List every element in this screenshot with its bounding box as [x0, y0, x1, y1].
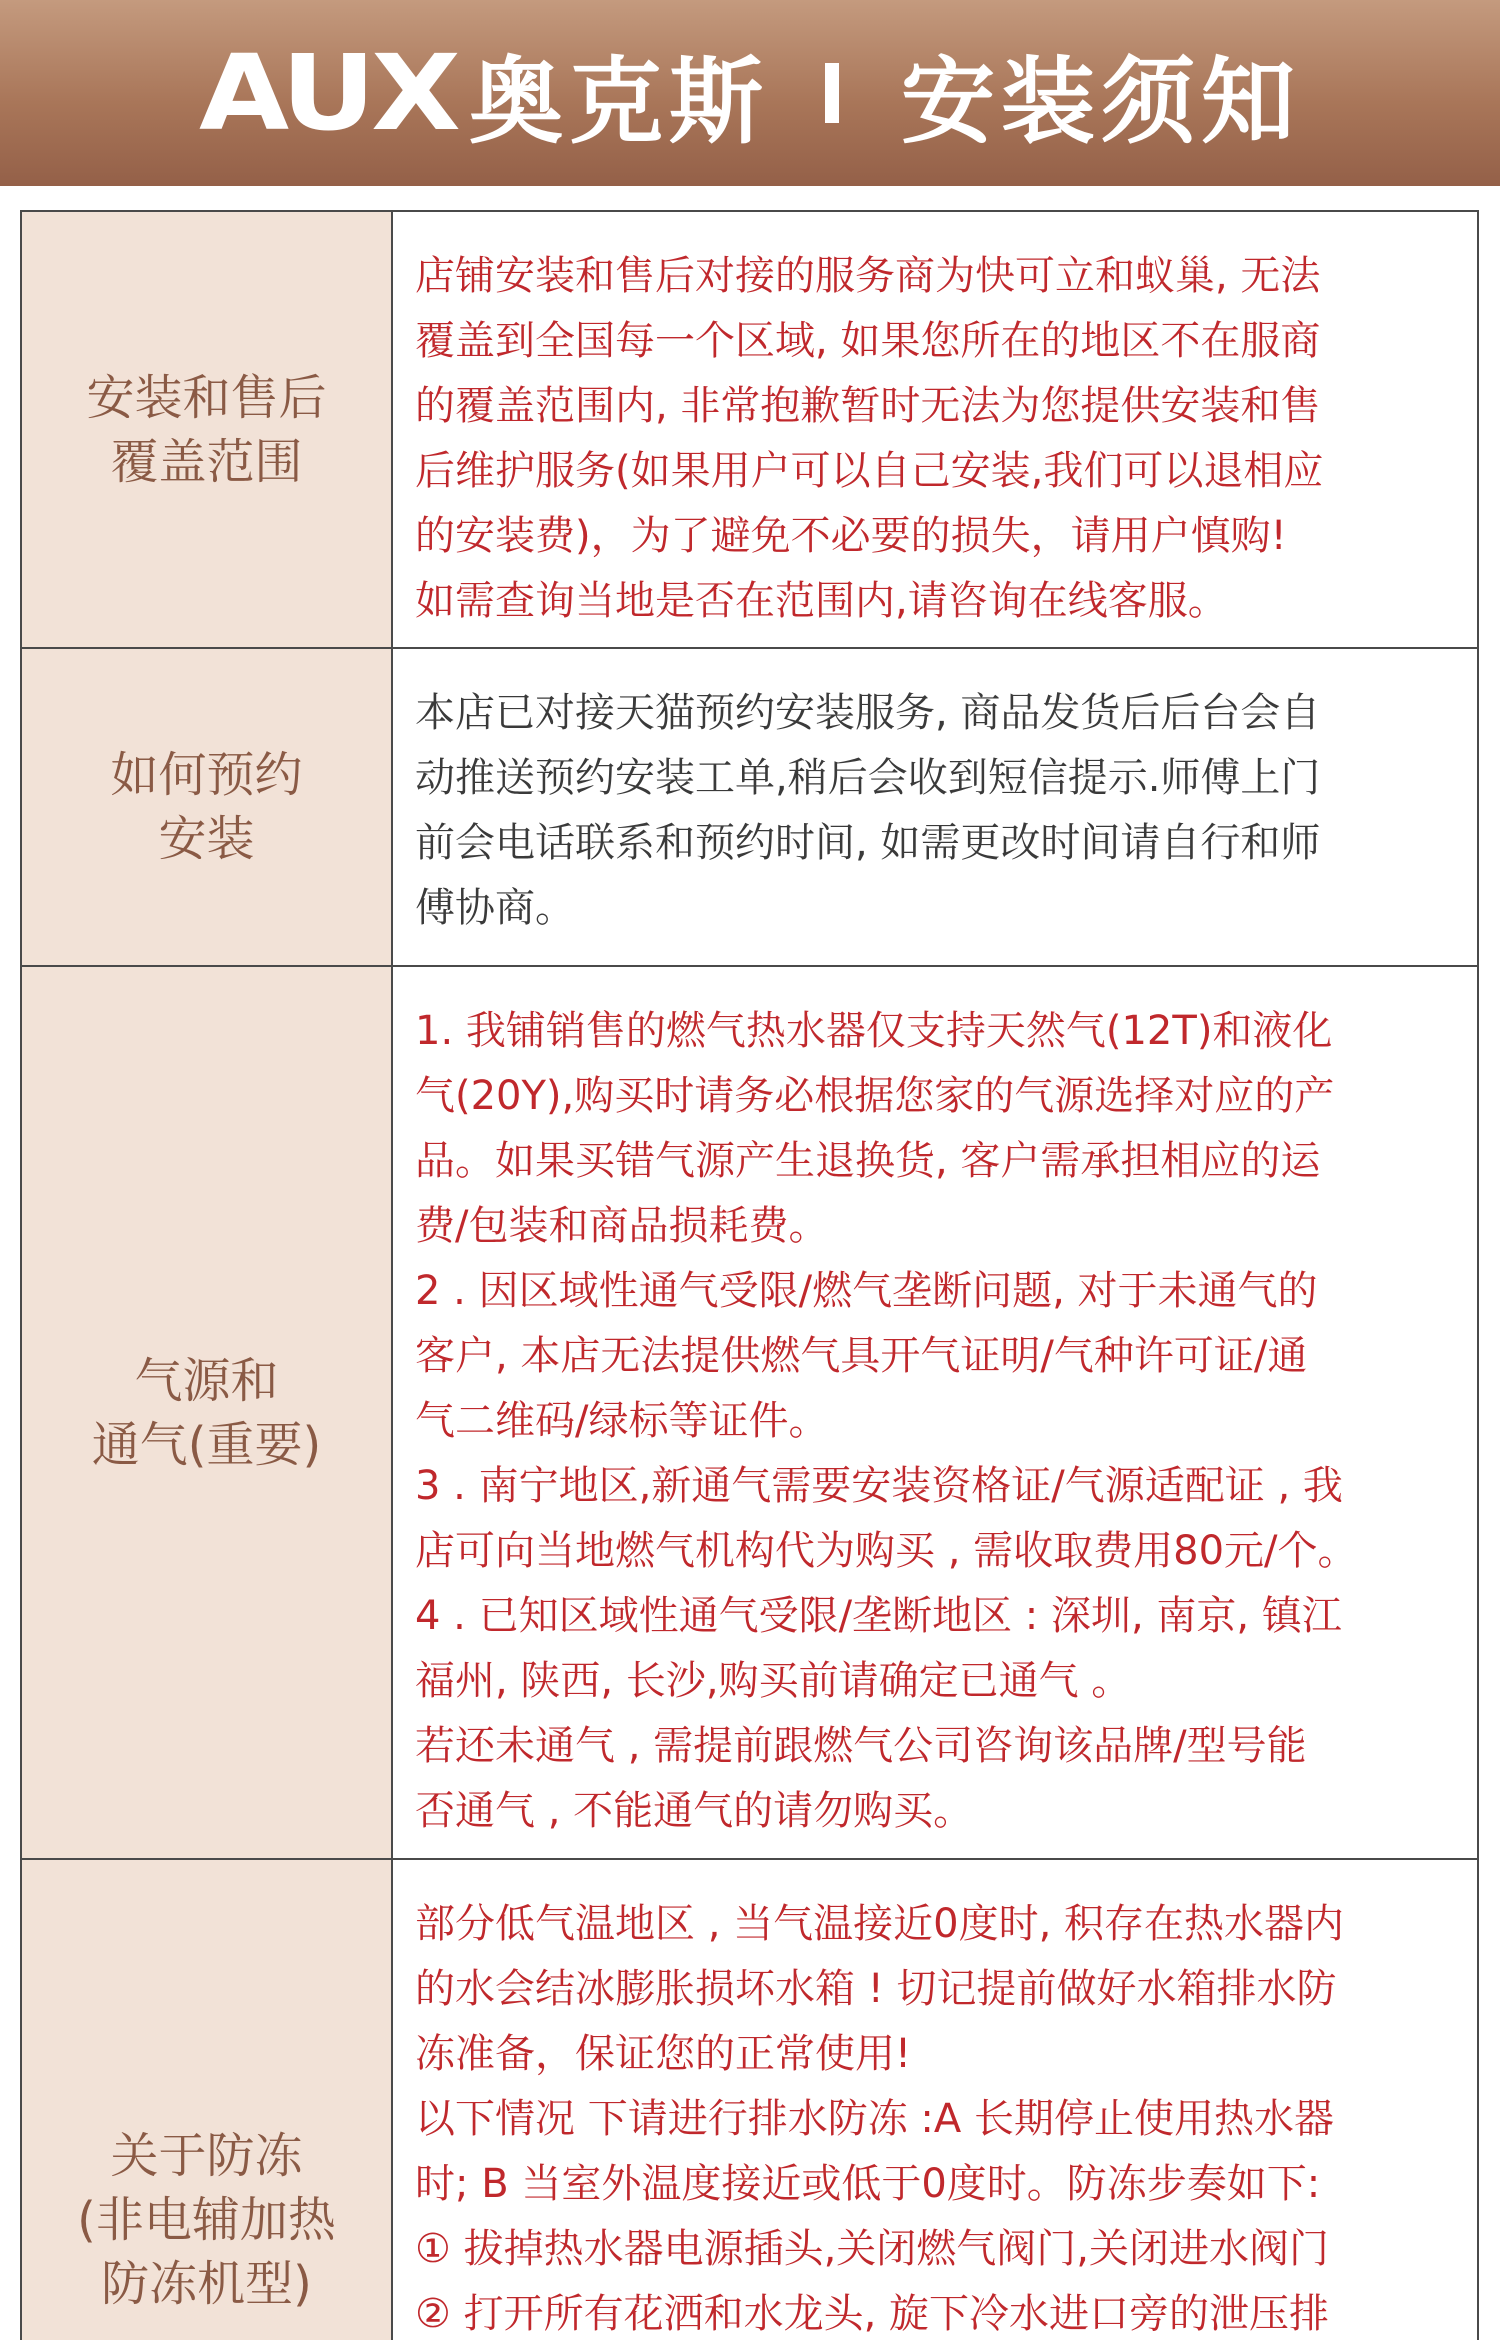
content-line: 的安装费)，为了避免不必要的损失，请用户慎购! [415, 513, 1287, 559]
content-line: 3 . 南宁地区,新通气需要安装资格证/气源适配证 , 我 [415, 1463, 1343, 1509]
notice-table [20, 210, 1479, 2340]
row-content [393, 1860, 1477, 2340]
row-content [393, 967, 1477, 1858]
content-line: 店可向当地燃气机构代为购买 , 需收取费用80元/个。 [415, 1528, 1358, 1574]
content-line: 气(20Y),购买时请务必根据您家的气源选择对应的产 [415, 1073, 1335, 1119]
row-label-line: (非电辅加热 [77, 2192, 336, 2248]
row-label [22, 212, 393, 647]
row-label-line: 覆盖范围 [110, 433, 303, 490]
row-content [393, 649, 1477, 965]
row-booking [22, 649, 1477, 967]
content-line: 店铺安装和售后对接的服务商为快可立和蚁巢, 无法 [415, 253, 1321, 299]
content-line: 覆盖到全国每一个区域, 如果您所在的地区不在服商 [415, 318, 1321, 364]
row-label [22, 967, 393, 1858]
row-label-line: 防冻机型) [101, 2256, 312, 2312]
row-label-line: 通气(重要) [91, 1416, 322, 1473]
content-line: 2 . 因区域性通气受限/燃气垄断问题, 对于未通气的 [415, 1268, 1318, 1314]
row-label-line: 气源和 [134, 1352, 279, 1409]
content-line: 冻准备，保证您的正常使用! [415, 2031, 912, 2077]
brand-logo: AUX [199, 32, 457, 154]
row-label-line: 如何预约 [110, 747, 303, 803]
row-label [22, 1860, 393, 2340]
row-label [22, 649, 393, 965]
content-line: 4 . 已知区域性通气受限/垄断地区 : 深圳, 南京, 镇江 [415, 1593, 1342, 1639]
content-line: ① 拔掉热水器电源插头,关闭燃气阀门,关闭进水阀门 [415, 2226, 1330, 2272]
content-line: 以下情况 下请进行排水防冻 :A 长期停止使用热水器 [415, 2096, 1334, 2142]
content-line: 时; B 当室外温度接近或低于0度时。防冻步奏如下: [415, 2161, 1321, 2207]
content-line: 气二维码/绿标等证件。 [415, 1398, 829, 1444]
content-line: 费/包装和商品损耗费。 [415, 1203, 829, 1249]
content-line: 的水会结冰膨胀损坏水箱 ! 切记提前做好水箱排水防 [415, 1966, 1337, 2012]
content-line: 部分低气温地区 , 当气温接近0度时, 积存在热水器内 [415, 1901, 1345, 1947]
content-line: 若还未通气 , 需提前跟燃气公司咨询该品牌/型号能 [415, 1723, 1307, 1769]
row-gas-source [22, 967, 1477, 1860]
content-line: 1. 我铺销售的燃气热水器仅支持天然气(12T)和液化 [415, 1008, 1333, 1054]
content-line: 福州, 陕西, 长沙,购买前请确定已通气 。 [415, 1658, 1132, 1704]
row-coverage [22, 212, 1477, 649]
brand-name: 奥克斯 [468, 47, 769, 157]
title-divider [825, 63, 839, 123]
content-line: 的覆盖范围内, 非常抱歉暂时无法为您提供安装和售 [415, 383, 1321, 429]
content-line: 本店已对接天猫预约安装服务, 商品发货后后台会自 [415, 690, 1321, 736]
row-label-line: 安装 [158, 811, 255, 867]
content-line: ② 打开所有花洒和水龙头, 旋下冷水进口旁的泄压排 [415, 2291, 1330, 2337]
content-line: 品。如果买错气源产生退换货, 客户需承担相应的运 [415, 1138, 1321, 1184]
row-content [393, 212, 1477, 647]
content-line: 傅协商。 [415, 885, 575, 931]
row-label-line: 安装和售后 [86, 369, 327, 426]
page-title: 安装须知 [900, 47, 1301, 157]
content-line: 动推送预约安装工单,稍后会收到短信提示.师傅上门 [415, 755, 1321, 801]
header-title-group [199, 26, 1301, 161]
page-header [0, 0, 1500, 186]
content-line: 客户, 本店无法提供燃气具开气证明/气种许可证/通 [415, 1333, 1308, 1379]
content-line: 如需查询当地是否在范围内,请咨询在线客服。 [415, 578, 1228, 624]
row-label-line: 关于防冻 [110, 2128, 303, 2184]
content-line: 否通气 , 不能通气的请勿购买。 [415, 1788, 974, 1834]
row-antifreeze [22, 1860, 1477, 2340]
content-line: 后维护服务(如果用户可以自己安装,我们可以退相应 [415, 448, 1324, 494]
content-line: 前会电话联系和预约时间, 如需更改时间请自行和师 [415, 820, 1321, 866]
